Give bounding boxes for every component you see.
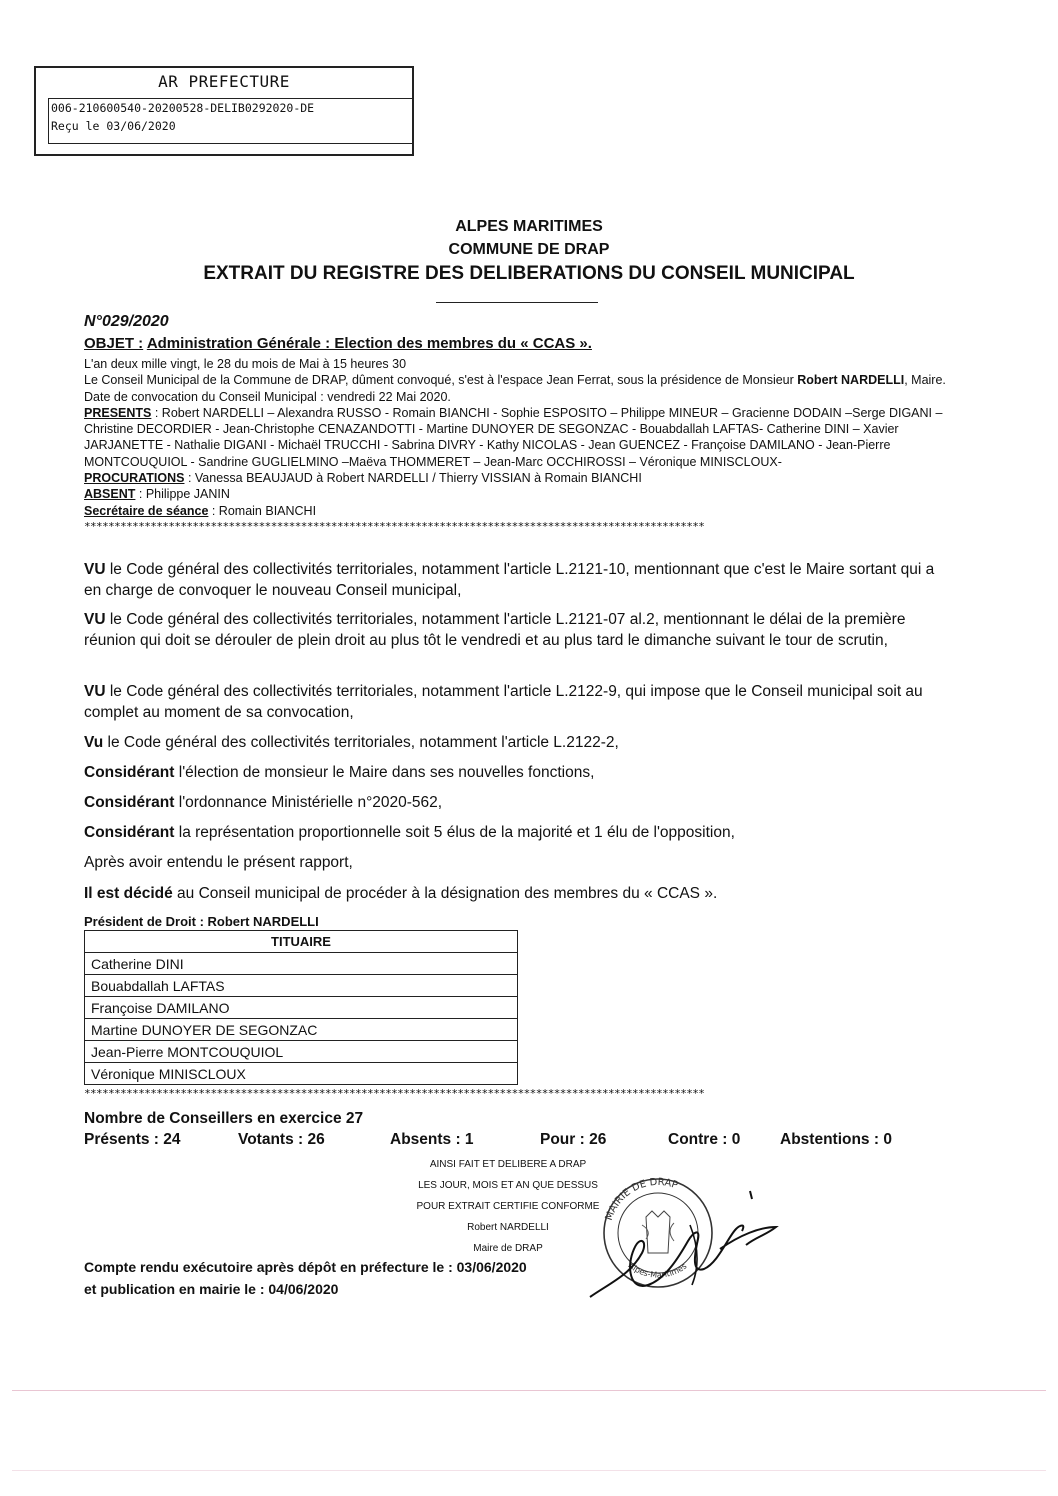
sig-line-1: AINSI FAIT ET DELIBERE A DRAP [429, 1159, 587, 1170]
table-row: Martine DUNOYER DE SEGONZAC [85, 1019, 518, 1041]
objet-label: OBJET : [84, 335, 144, 352]
title-divider [436, 302, 598, 303]
para-decision: Il est décidé au Conseil municipal de procéder à la désignation des membres du « CCAS ». [84, 885, 718, 902]
title-registry: EXTRAIT DU REGISTRE DES DELIBERATIONS DU CONSEIL MUNICIPAL [203, 263, 855, 284]
objet-line [84, 335, 592, 352]
titulaires-table [84, 930, 518, 1085]
mayor-name: Robert NARDELLI [797, 373, 905, 388]
para-considerant-2: Considérant l'ordonnance Ministérielle n°2020-562, [84, 794, 443, 811]
table-row: Catherine DINI [85, 953, 518, 975]
table-header: TITUAIRE [85, 931, 518, 953]
count-presents: Présents : 24 [84, 1131, 181, 1148]
title-commune: COMMUNE DE DRAP [448, 241, 610, 258]
table-row: Françoise DAMILANO [85, 997, 518, 1019]
secretary: Secrétaire de séance : Romain BIANCHI [84, 503, 317, 518]
deliberation-number: N°029/2020 [84, 313, 169, 330]
stamp-reference: 006-210600540-20200528-DELIB0292020-DE [51, 101, 315, 115]
sig-mayor-name: Robert NARDELLI [467, 1222, 549, 1233]
sig-line-2: LES JOUR, MOIS ET AN QUE DESSUS [418, 1180, 598, 1191]
para-considerant-1: Considérant l'élection de monsieur le Maire dans ses nouvelles fonctions, [84, 764, 595, 781]
prefecture-stamp [34, 66, 414, 156]
procurations: PROCURATIONS : Vanessa BEAUJAUD à Robert NARDELLI / Thierry VISSIAN à Romain BIANCHI [84, 471, 642, 486]
count-votants: Votants : 26 [238, 1131, 325, 1148]
stamp-header: AR PREFECTURE [158, 72, 290, 91]
sig-line-3: POUR EXTRAIT CERTIFIE CONFORME [416, 1201, 600, 1212]
stamp-details [48, 98, 414, 144]
presents-list: PRESENTS : Robert NARDELLI – Alexandra RUSSO - Romain BIANCHI - Sophie ESPOSITO – Philippe MINEUR – Gracienne DODAIN –Serge DIGANI – Christine DECORDIER - Jean-Christophe CENAZANDOTTI - Martine DUNOYER DE SEGONZAC - Bouabdallah LAFTAS- Catherine DINI – Xavier JARJANETTE - Nathalie DIGANI - Michaël TRUCCHI - Sabrina DIVRY - Kathy NICOLAS - Jean GUENCEZ - Françoise DAMILANO - Jean-Pierre MONTCOUQUIOL - Sandrine GUGLIELMINO –Maëva THOMMERET – Jean-Marc OCCHIROSSI – Véronique MINISCLOUX- [84, 405, 943, 469]
count-absents: Absents : 1 [390, 1131, 474, 1148]
para-vu-1: VU le Code général des collectivités territoriales, notamment l'article L.2121-10, mentionnant que c'est le Maire sortant qui a en charge de convoquer le nouveau Conseil municipal, [84, 561, 935, 599]
star-separator-2: ******************************************************************************************************* [84, 1087, 705, 1100]
executoire-line: Compte rendu exécutoire après dépôt en préfecture le : 03/06/2020 [84, 1259, 527, 1275]
session-info [84, 356, 954, 535]
president-line: Président de Droit : Robert NARDELLI [84, 914, 319, 929]
scan-edge-line [12, 1390, 1046, 1391]
scan-edge-line-2 [12, 1470, 1046, 1471]
para-considerant-3: Considérant la représentation proportionnelle soit 5 élus de la majorité et 1 élu de l'opposition, [84, 824, 735, 841]
title-department: ALPES MARITIMES [455, 218, 603, 235]
absent: ABSENT : Philippe JANIN [84, 487, 230, 502]
session-council: Le Conseil Municipal de la Commune de DRAP, dûment convoqué, s'est à l'espace Jean Ferrat, sous la présidence de Monsieur Robert NARDELLI, Maire. [84, 373, 946, 388]
seal-top-text: MAIRIE DE DRAP [603, 1176, 680, 1223]
star-separator: ******************************************************************************************************* [84, 519, 705, 533]
session-date: L'an deux mille vingt, le 28 du mois de Mai à 15 heures 30 [84, 357, 407, 371]
para-vu-4: Vu le Code général des collectivités territoriales, notamment l'article L.2122-2, [84, 734, 619, 751]
para-rapport: Après avoir entendu le présent rapport, [84, 854, 353, 871]
seal-bottom-text: Alpes-Maritimes [626, 1260, 689, 1280]
count-pour: Pour : 26 [540, 1131, 607, 1148]
table-row: Jean-Pierre MONTCOUQUIOL [85, 1041, 518, 1063]
town-seal-and-signature [570, 1165, 790, 1325]
count-abstentions: Abstentions : 0 [780, 1131, 892, 1148]
publication-line: et publication en mairie le : 04/06/2020 [84, 1281, 339, 1297]
convocation-date: Date de convocation du Conseil Municipal : vendredi 22 Mai 2020. [84, 389, 451, 404]
sig-mayor-title: Maire de DRAP [473, 1243, 543, 1254]
stamp-received-date: Reçu le 03/06/2020 [51, 119, 176, 133]
para-vu-2: VU le Code général des collectivités territoriales, notamment l'article L.2121-07 al.2, mentionnant le délai de la première réunion qui doit se dérouler de plein droit au plus tôt le vendredi et au plus tard le dimanche suivant le tour de scrutin, [84, 611, 906, 649]
table-row: Bouabdallah LAFTAS [85, 975, 518, 997]
objet-text: Administration Générale : Election des membres du « CCAS ». [146, 335, 592, 352]
count-contre: Contre : 0 [668, 1131, 741, 1148]
para-vu-3: VU le Code général des collectivités territoriales, notamment l'article L.2122-9, qui impose que le Conseil municipal soit au complet au moment de sa convocation, [84, 683, 923, 721]
conseillers-exercice: Nombre de Conseillers en exercice 27 [84, 1110, 364, 1127]
table-row: Véronique MINISCLOUX [85, 1063, 518, 1085]
